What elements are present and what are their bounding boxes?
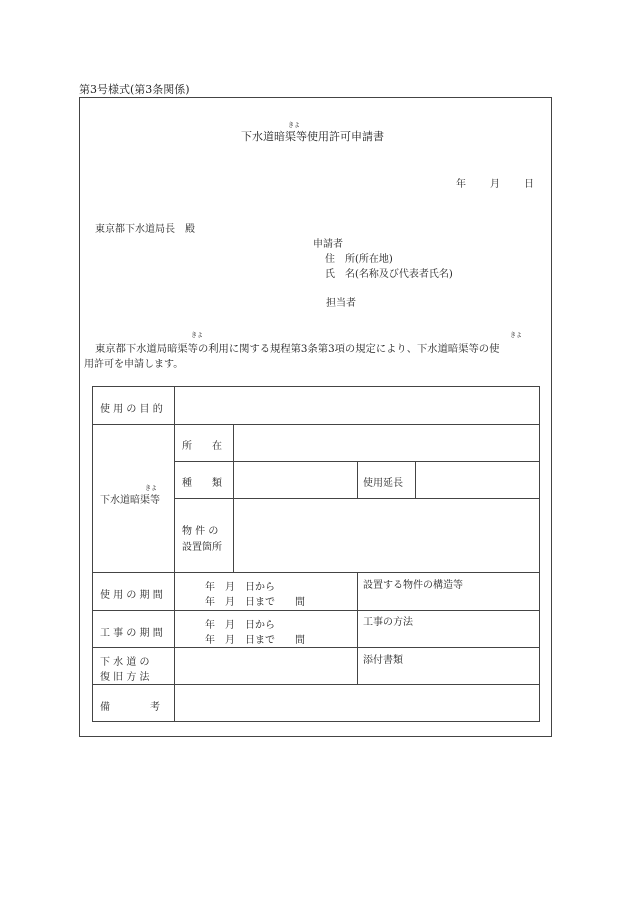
use-period-from[interactable]: 年 月 日から: [205, 582, 275, 593]
applicant-address-label: 住 所(所在地): [325, 254, 393, 265]
type-value[interactable]: [239, 466, 353, 494]
applicant-label: 申請者: [313, 239, 343, 250]
install-location-value[interactable]: [239, 503, 533, 567]
location-value[interactable]: [239, 429, 533, 457]
title-ruby: きよ: [288, 122, 301, 129]
type-label: 種 類: [182, 478, 222, 489]
applicant-name-label: 氏 名(名称及び代表者氏名): [325, 269, 453, 280]
use-period-to[interactable]: 年 月 日まで 間: [205, 597, 305, 608]
work-period-from[interactable]: 年 月 日から: [205, 620, 275, 631]
restore-method-value[interactable]: [181, 652, 351, 680]
use-period-label: 使 用 の 期 間: [100, 590, 163, 601]
page-title: 下水道暗渠等使用許可申請書: [241, 130, 384, 143]
extension-label: 使用延長: [363, 478, 403, 489]
purpose-value[interactable]: [181, 393, 531, 419]
work-period-to[interactable]: 年 月 日まで 間: [205, 635, 305, 646]
purpose-label: 使 用 の 目 的: [100, 404, 163, 415]
restore-method-label-1: 下 水 道 の: [100, 657, 150, 668]
applicant-contact-label: 担当者: [326, 298, 356, 309]
body-ruby-1: きよ: [191, 332, 204, 339]
body-text-line2: 用許可を申請します。: [84, 359, 184, 370]
extension-value[interactable]: [421, 466, 533, 494]
body-text-line1: 東京都下水道局暗渠等の利用に関する規程第3条第3項の規定により、下水道暗渠等の使: [95, 343, 500, 355]
location-label: 所 在: [182, 441, 222, 452]
addressee: 東京都下水道局長 殿: [95, 224, 195, 235]
attachments-label: 添付書類: [363, 655, 403, 666]
body-ruby-2: きよ: [510, 332, 523, 339]
restore-method-label-2: 復 旧 方 法: [100, 672, 150, 683]
date-year-label: 年: [456, 179, 466, 190]
install-location-label-1: 物 件 の: [182, 526, 219, 537]
culvert-ruby: きよ: [145, 485, 158, 492]
culvert-label: 下水道暗渠等: [100, 495, 160, 506]
form-number-label: 第3号様式(第3条関係): [79, 83, 190, 96]
structure-label: 設置する物件の構造等: [363, 580, 463, 591]
date-day-label: 日: [524, 179, 534, 190]
remarks-label: 備 考: [100, 702, 160, 713]
work-period-label: 工 事 の 期 間: [100, 628, 163, 639]
install-location-label-2: 設置箇所: [182, 542, 222, 553]
remarks-value[interactable]: [181, 689, 531, 717]
work-method-label: 工事の方法: [363, 617, 413, 628]
date-month-label: 月: [490, 179, 500, 190]
application-table: [92, 386, 540, 722]
